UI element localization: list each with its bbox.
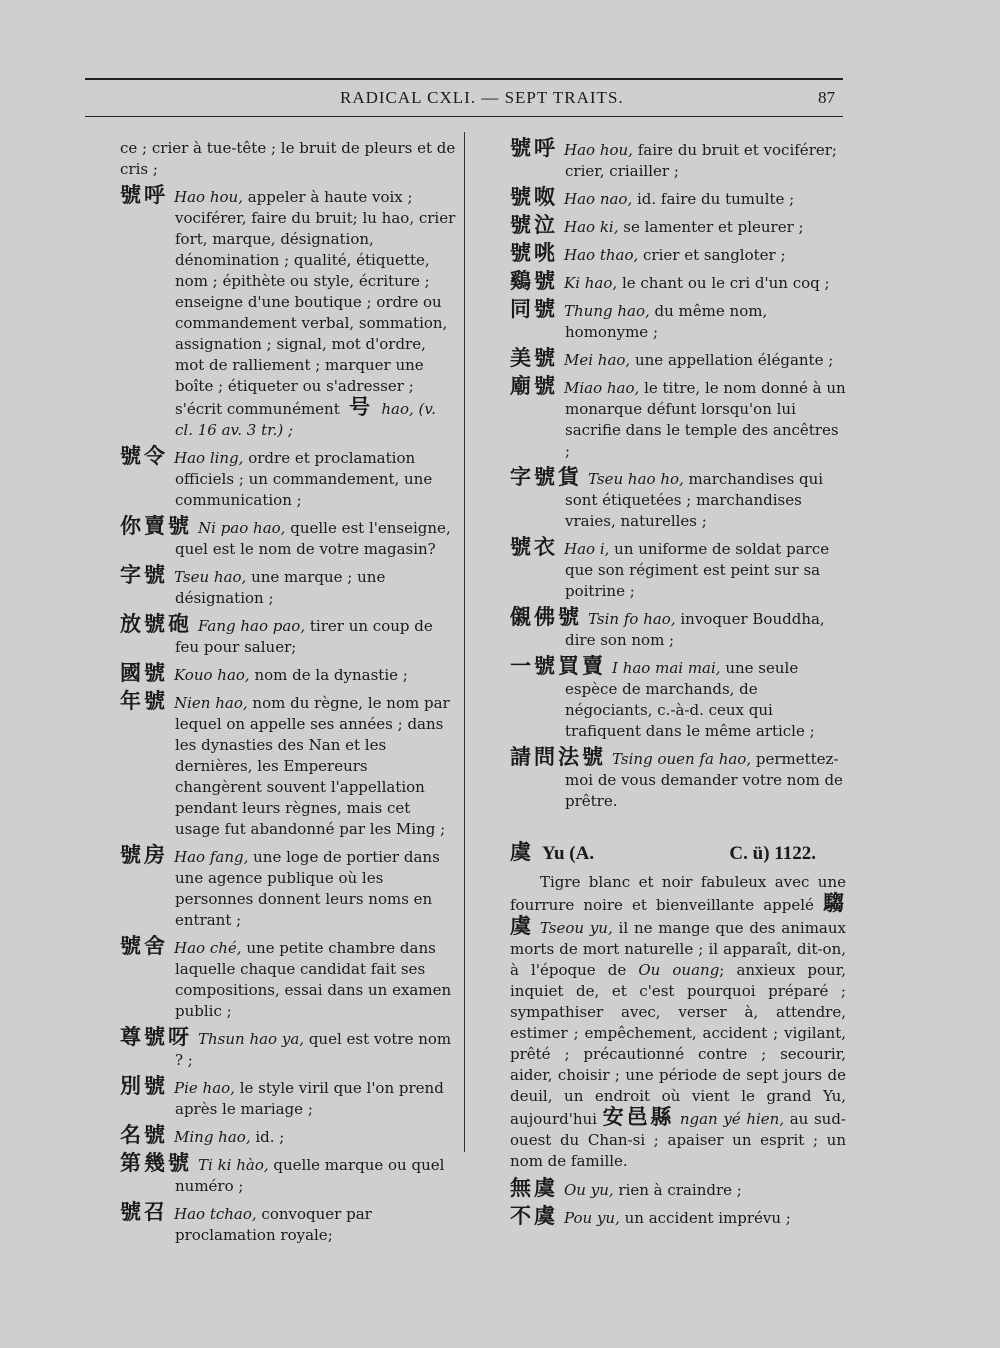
romanization: Mei hao, bbox=[564, 351, 635, 369]
headword-code: C. ü) 1122. bbox=[729, 843, 816, 864]
entry bbox=[510, 607, 846, 651]
page-number: 87 bbox=[818, 88, 835, 107]
entry bbox=[510, 187, 846, 210]
romanization: Hao tchao, bbox=[174, 1205, 262, 1223]
chinese-characters: 字號貨 bbox=[510, 465, 582, 489]
definition: quelle marque ou quel numéro ; bbox=[175, 1156, 445, 1195]
romanization: Hao ling, bbox=[174, 449, 249, 467]
definition: quelle est l'enseigne, quel est le nom de votre magasin? bbox=[175, 519, 451, 558]
chinese-characters: 號舍 bbox=[120, 934, 168, 958]
chinese-characters: 儭佛號 bbox=[510, 605, 582, 629]
entry bbox=[120, 446, 456, 511]
definition: crier et sangloter ; bbox=[643, 246, 786, 264]
chinese-characters: 請問法號 bbox=[510, 745, 606, 769]
entry bbox=[120, 1076, 456, 1120]
romanization: Fang hao pao, bbox=[198, 617, 310, 635]
chinese-characters: 鷄號 bbox=[510, 269, 558, 293]
right-column bbox=[510, 138, 846, 1234]
chinese-characters: 號召 bbox=[120, 1200, 168, 1224]
definition: une petite chambre dans laquelle chaque candidat fait ses compositions, essai dans un examen public ; bbox=[175, 939, 452, 1020]
page-header bbox=[85, 78, 843, 117]
chinese-characters: 號咷 bbox=[510, 241, 558, 265]
entry bbox=[510, 271, 846, 294]
entry bbox=[120, 565, 456, 609]
chinese-characters: 名號 bbox=[120, 1123, 168, 1147]
chinese-characters: 國號 bbox=[120, 661, 168, 685]
romanization: Ou yu, bbox=[564, 1181, 619, 1199]
headword-definition: Tigre blanc et noir fabuleux avec une fourrure noire et bienveillante appelé 騶虞 Tseou yu, il ne mange que des animaux morts de mort naturelle ; il apparaît, dit-on, à l'époque de Ou ouang; anxieux pour, inquiet de, et c'est pourquoi préparé ; sympathiser avec, verser à, attendre, estimer ; empêchement, accident ; vigilant, prêté ; précautionné contre ; secourir, aider, choisir ; une période de sept jours de deuil, un endroit où vient le grand Yu, aujourd'hui 安邑縣 ngan yé hien, au sud-ouest du Chan-si ; apaiser un esprit ; un nom de famille. bbox=[510, 873, 847, 1170]
entry bbox=[120, 663, 456, 686]
definition: une loge de portier dans une agence publique où les personnes donnent leurs noms en entrant ; bbox=[175, 848, 440, 929]
romanization: Hao ki, bbox=[564, 218, 624, 236]
chinese-characters: 字號 bbox=[120, 563, 168, 587]
definition: appeler à haute voix ; vociférer, faire du bruit; lu hao, crier fort, marque, désignation, dénomination ; qualité, étiquette, nom ; épithète ou style, écriture ; enseigne d'une boutique ; ordre ou commandement verbal, sommation, assignation ; signal, mot d'ordre, mot de ralliement ; marquer une boîte ; étiqueter ou s'adresser ; s'écrit communément bbox=[175, 188, 456, 418]
romanization: Hao hou, bbox=[564, 141, 638, 159]
definition: se lamenter et pleurer ; bbox=[623, 218, 804, 236]
entry bbox=[120, 1027, 456, 1071]
chinese-characters: 不虞 bbox=[510, 1204, 558, 1228]
romanization: Pie hao, bbox=[174, 1079, 240, 1097]
romanization: Tsing ouen fa hao, bbox=[612, 750, 756, 768]
entry bbox=[510, 656, 846, 742]
entry bbox=[510, 467, 846, 532]
chinese-characters: 你賣號 bbox=[120, 514, 192, 538]
chinese-characters: 號泣 bbox=[510, 213, 558, 237]
romanization: I hao mai mai, bbox=[612, 659, 726, 677]
definition: rien à craindre ; bbox=[618, 1181, 742, 1199]
romanization: Tseu hao ho, bbox=[588, 470, 689, 488]
chinese-characters: 號房 bbox=[120, 843, 168, 867]
definition: id. faire du tumulte ; bbox=[637, 190, 795, 208]
romanization: Pou yu, bbox=[564, 1209, 625, 1227]
definition: permettez-moi de vous demander votre nom de prêtre. bbox=[565, 750, 843, 810]
entry bbox=[510, 1178, 846, 1201]
romanization: Tsin fo hao, bbox=[588, 610, 681, 628]
romanization: Ti ki hào, bbox=[198, 1156, 274, 1174]
chinese-characters: 別號 bbox=[120, 1074, 168, 1098]
chinese-characters: 號呼 bbox=[120, 183, 168, 207]
definition: un uniforme de soldat parce que son régiment est peint sur sa poitrine ; bbox=[565, 540, 830, 600]
romanization: Miao hao, bbox=[564, 379, 645, 397]
entry bbox=[120, 691, 456, 840]
entry bbox=[120, 614, 456, 658]
chinese-characters: 號衣 bbox=[510, 535, 558, 559]
definition: marchandises qui sont étiquetées ; marchandises vraies, naturelles ; bbox=[565, 470, 824, 530]
romanization: Thsun hao ya, bbox=[198, 1030, 309, 1048]
romanization: Hao i, bbox=[564, 540, 615, 558]
entry bbox=[510, 376, 846, 462]
definition: le chant ou le cri d'un coq ; bbox=[621, 274, 830, 292]
chinese-characters: 美號 bbox=[510, 346, 558, 370]
romanization: Thung hao, bbox=[564, 302, 655, 320]
variant-reference: hao, (v. cl. 16 av. 3 tr.) ; bbox=[175, 400, 436, 439]
definition: tirer un coup de feu pour saluer; bbox=[175, 617, 433, 656]
definition: un accident imprévu ; bbox=[624, 1209, 791, 1227]
definition: une seule espèce de marchands, de négociants, c.-à-d. ceux qui trafiquent dans le même article ; bbox=[565, 659, 815, 740]
romanization: Ni pao hao, bbox=[198, 519, 291, 537]
headword bbox=[510, 842, 846, 864]
definition: invoquer Bouddha, dire son nom ; bbox=[565, 610, 825, 649]
running-title: RADICAL CXLI. — SEPT TRAITS. bbox=[340, 88, 624, 107]
romanization: Tseu hao, bbox=[174, 568, 252, 586]
entry bbox=[120, 1125, 456, 1148]
chinese-characters: 號呼 bbox=[510, 136, 558, 160]
chinese-characters: 無虞 bbox=[510, 1176, 558, 1200]
definition: faire du bruit et vociférer; crier, criailler ; bbox=[565, 141, 837, 180]
chinese-characters: 號令 bbox=[120, 444, 168, 468]
romanization: Ming hao, bbox=[174, 1128, 256, 1146]
definition: une appellation élégante ; bbox=[634, 351, 834, 369]
entry bbox=[510, 215, 846, 238]
intro-text: ce ; crier à tue-tête ; le bruit de pleurs et de cris ; bbox=[120, 139, 456, 178]
romanization: Hao hou, bbox=[174, 188, 248, 206]
left-column bbox=[120, 138, 456, 1251]
chinese-characters: 年號 bbox=[120, 689, 168, 713]
romanization: Kouo hao, bbox=[174, 666, 255, 684]
romanization: Hao fang, bbox=[174, 848, 254, 866]
entry bbox=[510, 243, 846, 266]
entry bbox=[120, 516, 456, 560]
definition: id. ; bbox=[255, 1128, 285, 1146]
entry bbox=[510, 747, 846, 812]
entry bbox=[120, 185, 456, 441]
entry bbox=[120, 845, 456, 931]
romanization: Hao nao, bbox=[564, 190, 637, 208]
definition: le titre, le nom donné à un monarque défunt lorsqu'on lui sacrifie dans le temple des ancêtres ; bbox=[565, 379, 846, 460]
entry bbox=[510, 1206, 846, 1229]
definition: nom du règne, le nom par lequel on appelle ses années ; dans les dynasties des Nan et les dernières, les Empereurs changèrent souvent l'appellation pendant leurs règnes, mais cet usage fut abandonné par les Ming ; bbox=[175, 694, 450, 838]
chinese-characters: 廟號 bbox=[510, 374, 558, 398]
headword-reading: Yu (A. bbox=[542, 843, 595, 864]
definition: du même nom, homonyme ; bbox=[565, 302, 768, 341]
headword-character: 虞 bbox=[510, 840, 534, 864]
romanization: Ki hao, bbox=[564, 274, 622, 292]
entry bbox=[510, 299, 846, 343]
chinese-characters: 尊號呀 bbox=[120, 1025, 192, 1049]
chinese-characters: 第幾號 bbox=[120, 1151, 192, 1175]
entry bbox=[510, 138, 846, 182]
romanization: Hao thao, bbox=[564, 246, 644, 264]
definition: convoquer par proclamation royale; bbox=[175, 1205, 372, 1244]
definition: nom de la dynastie ; bbox=[254, 666, 408, 684]
entry bbox=[120, 1153, 456, 1197]
definition: ordre et proclamation officiels ; un commandement, une communication ; bbox=[175, 449, 433, 509]
definition: une marque ; une désignation ; bbox=[175, 568, 386, 607]
definition: le style viril que l'on prend après le mariage ; bbox=[175, 1079, 444, 1118]
definition: quel est votre nom ? ; bbox=[175, 1030, 452, 1069]
chinese-characters: 同號 bbox=[510, 297, 558, 321]
romanization: Hao ché, bbox=[174, 939, 247, 957]
romanization: Nien hao, bbox=[174, 694, 253, 712]
entry bbox=[120, 1202, 456, 1246]
chinese-characters: 號呶 bbox=[510, 185, 558, 209]
column-divider bbox=[464, 132, 465, 1152]
variant-character: 号 bbox=[339, 395, 382, 419]
entry bbox=[510, 537, 846, 602]
chinese-characters: 一號買賣 bbox=[510, 654, 606, 678]
entry bbox=[120, 936, 456, 1022]
chinese-characters: 放號砲 bbox=[120, 612, 192, 636]
entry bbox=[510, 348, 846, 371]
